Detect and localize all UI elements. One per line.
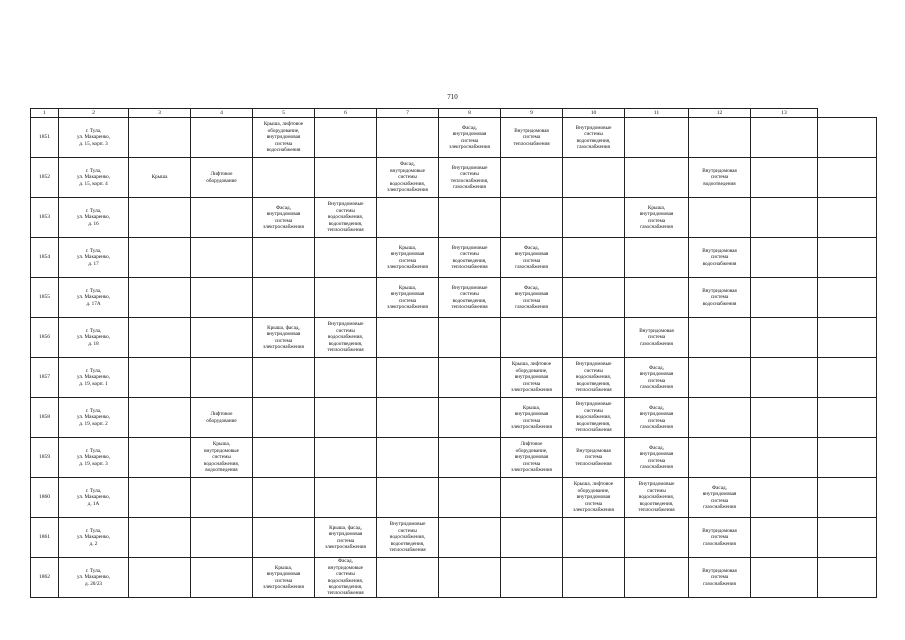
address-cell: г. Тула, ул. Макаренко, д. 19, корп. 1 bbox=[59, 358, 129, 398]
column-header: 7 bbox=[377, 109, 439, 118]
header-row bbox=[31, 109, 877, 118]
work-cell bbox=[253, 518, 315, 558]
work-cell bbox=[253, 278, 315, 318]
work-cell bbox=[315, 438, 377, 478]
work-cell bbox=[253, 158, 315, 198]
work-cell bbox=[129, 478, 191, 518]
work-cell bbox=[377, 558, 439, 598]
work-cell bbox=[818, 238, 877, 278]
row-number: 1854 bbox=[31, 238, 59, 278]
table-row bbox=[31, 278, 877, 318]
work-cell: Крыша, лифтовое оборудование, внутридомовая система электроснабжения bbox=[563, 478, 625, 518]
work-cell: Внутридомовые системы водоотведения, газоснабжения bbox=[563, 118, 625, 158]
work-cell bbox=[818, 158, 877, 198]
work-cell bbox=[129, 358, 191, 398]
work-cell bbox=[377, 438, 439, 478]
work-cell bbox=[129, 558, 191, 598]
work-cell bbox=[377, 198, 439, 238]
table-row bbox=[31, 118, 877, 158]
work-cell bbox=[751, 358, 818, 398]
work-cell: Внутридомовая система газоснабжения bbox=[689, 518, 751, 558]
work-cell bbox=[625, 558, 689, 598]
work-cell bbox=[315, 478, 377, 518]
work-cell bbox=[751, 478, 818, 518]
work-cell bbox=[129, 398, 191, 438]
work-cell bbox=[253, 358, 315, 398]
work-cell bbox=[253, 398, 315, 438]
work-cell bbox=[818, 438, 877, 478]
column-header: 5 bbox=[253, 109, 315, 118]
work-cell bbox=[689, 398, 751, 438]
work-cell bbox=[439, 358, 501, 398]
work-cell: Фасад, внутридомовая система газоснабжения bbox=[689, 478, 751, 518]
work-cell bbox=[563, 198, 625, 238]
work-cell bbox=[751, 158, 818, 198]
work-cell bbox=[751, 118, 818, 158]
work-cell bbox=[501, 518, 563, 558]
work-cell bbox=[563, 518, 625, 558]
row-number: 1852 bbox=[31, 158, 59, 198]
work-cell bbox=[625, 238, 689, 278]
work-cell bbox=[818, 478, 877, 518]
work-cell bbox=[191, 318, 253, 358]
work-cell: Крыша, внутридомовая система газоснабжения bbox=[625, 198, 689, 238]
work-cell: Крыша, внутридомовые системы водоснабжения, водоотведения bbox=[191, 438, 253, 478]
work-cell: Внутридомовая система теплоснабжения bbox=[563, 438, 625, 478]
address-cell: г. Тула, ул. Макаренко, д. 19, корп. 3 bbox=[59, 438, 129, 478]
work-cell bbox=[818, 318, 877, 358]
work-cell bbox=[501, 318, 563, 358]
work-cell bbox=[377, 118, 439, 158]
work-cell: Фасад, внутридомовая система газоснабжения bbox=[625, 358, 689, 398]
work-cell bbox=[689, 118, 751, 158]
work-cell: Лифтовое оборудование bbox=[191, 398, 253, 438]
work-cell: Крыша, лифтовое оборудование, внутридомовая система электроснабжения bbox=[501, 358, 563, 398]
work-cell: Фасад, внутридомовая система газоснабжения bbox=[625, 438, 689, 478]
table-row bbox=[31, 358, 877, 398]
work-cell bbox=[439, 398, 501, 438]
work-cell bbox=[818, 358, 877, 398]
work-cell: Внутридомовые системы водоснабжения, водоотведения, теплоснабжения bbox=[563, 398, 625, 438]
work-cell bbox=[818, 118, 877, 158]
work-cell bbox=[751, 518, 818, 558]
work-cell bbox=[751, 398, 818, 438]
work-cell: Внутридомовые системы водоснабжения, водоотведения, теплоснабжения bbox=[377, 518, 439, 558]
work-cell bbox=[315, 238, 377, 278]
work-cell bbox=[377, 358, 439, 398]
address-cell: г. Тула, ул. Макаренко, д. 2 bbox=[59, 518, 129, 558]
column-header: 3 bbox=[129, 109, 191, 118]
row-number: 1855 bbox=[31, 278, 59, 318]
work-cell: Внутридомовая система водоснабжения bbox=[689, 238, 751, 278]
work-cell bbox=[625, 518, 689, 558]
work-cell bbox=[191, 198, 253, 238]
table-row bbox=[31, 438, 877, 478]
address-cell: г. Тула, ул. Макаренко, д. 1А bbox=[59, 478, 129, 518]
table-row bbox=[31, 518, 877, 558]
table-row bbox=[31, 478, 877, 518]
work-cell bbox=[439, 558, 501, 598]
work-cell: Лифтовое оборудование bbox=[191, 158, 253, 198]
work-cell bbox=[501, 478, 563, 518]
work-cell bbox=[129, 198, 191, 238]
work-cell bbox=[191, 238, 253, 278]
address-cell: г. Тула, ул. Макаренко, д. 16 bbox=[59, 198, 129, 238]
work-cell bbox=[377, 478, 439, 518]
address-cell: г. Тула, ул. Макаренко, д. 18 bbox=[59, 318, 129, 358]
work-cell: Крыша, внутридомовая система электроснабжения bbox=[253, 558, 315, 598]
column-header: 12 bbox=[689, 109, 751, 118]
work-cell bbox=[129, 318, 191, 358]
work-cell: Внутридомовые системы водоснабжения, водоотведения, теплоснабжения bbox=[315, 318, 377, 358]
work-cell bbox=[501, 558, 563, 598]
work-cell bbox=[253, 438, 315, 478]
work-cell bbox=[818, 518, 877, 558]
work-cell bbox=[191, 558, 253, 598]
column-header: 6 bbox=[315, 109, 377, 118]
work-cell: Фасад, внутридомовая система электроснабжения bbox=[439, 118, 501, 158]
work-cell bbox=[625, 158, 689, 198]
work-cell bbox=[751, 278, 818, 318]
column-header: 4 bbox=[191, 109, 253, 118]
work-cell: Крыша, внутридомовая система электроснабжения bbox=[501, 398, 563, 438]
column-header: 10 bbox=[563, 109, 625, 118]
work-cell bbox=[129, 518, 191, 558]
work-cell bbox=[191, 478, 253, 518]
work-cell bbox=[315, 398, 377, 438]
work-cell: Фасад, внутридомовая система газоснабжения bbox=[625, 398, 689, 438]
table-row bbox=[31, 558, 877, 598]
work-cell: Крыша, внутридомовая система электроснабжения bbox=[377, 278, 439, 318]
work-cell bbox=[315, 158, 377, 198]
table-body bbox=[31, 118, 877, 598]
work-cell bbox=[818, 278, 877, 318]
work-cell: Крыша bbox=[129, 158, 191, 198]
work-cell bbox=[439, 518, 501, 558]
work-cell: Внутридомовая система газоснабжения bbox=[689, 558, 751, 598]
work-cell bbox=[129, 278, 191, 318]
work-cell: Крыша, лифтовое оборудование, внутридомовая система водоснабжения bbox=[253, 118, 315, 158]
work-cell bbox=[751, 238, 818, 278]
table-row bbox=[31, 238, 877, 278]
work-cell: Фасад, внутридомовая система газоснабжения bbox=[501, 278, 563, 318]
address-cell: г. Тула, ул. Макаренко, д. 15, корп. 3 bbox=[59, 118, 129, 158]
table-row bbox=[31, 318, 877, 358]
work-cell bbox=[191, 518, 253, 558]
work-cell bbox=[439, 198, 501, 238]
work-cell bbox=[315, 358, 377, 398]
work-cell bbox=[689, 318, 751, 358]
work-cell: Внутридомовая система теплоснабжения bbox=[501, 118, 563, 158]
work-cell: Крыша, фасад, внутридомовая система электроснабжения bbox=[315, 518, 377, 558]
work-cell: Внутридомовые системы водоотведения, теплоснабжения bbox=[439, 278, 501, 318]
work-cell bbox=[253, 478, 315, 518]
table-row bbox=[31, 198, 877, 238]
work-cell: Фасад, внутридомовые системы водоснабжения, электроснабжения bbox=[377, 158, 439, 198]
work-cell bbox=[563, 558, 625, 598]
work-cell bbox=[563, 158, 625, 198]
row-number: 1860 bbox=[31, 478, 59, 518]
row-number: 1861 bbox=[31, 518, 59, 558]
work-cell bbox=[689, 358, 751, 398]
work-cell: Внутридомовые системы теплоснабжения, газоснабжения bbox=[439, 158, 501, 198]
row-number: 1853 bbox=[31, 198, 59, 238]
work-cell bbox=[689, 198, 751, 238]
work-cell bbox=[377, 398, 439, 438]
work-cell bbox=[315, 118, 377, 158]
address-cell: г. Тула, ул. Макаренко, д. 19, корп. 2 bbox=[59, 398, 129, 438]
column-header: 2 bbox=[59, 109, 129, 118]
work-cell: Внутридомовая система водоснабжения bbox=[689, 278, 751, 318]
address-cell: г. Тула, ул. Макаренко, д. 17А bbox=[59, 278, 129, 318]
work-cell: Внутридомовые системы водоотведения, теплоснабжения bbox=[439, 238, 501, 278]
table-row bbox=[31, 398, 877, 438]
work-cell: Внутридомовые системы водоснабжения, водоотведения, теплоснабжения bbox=[625, 478, 689, 518]
column-header: 11 bbox=[625, 109, 689, 118]
work-cell: Внутридомовые системы водоснабжения, водоотведения, теплоснабжения bbox=[563, 358, 625, 398]
work-cell bbox=[751, 438, 818, 478]
table-row bbox=[31, 158, 877, 198]
work-cell bbox=[439, 318, 501, 358]
work-cell bbox=[625, 118, 689, 158]
work-cell bbox=[129, 438, 191, 478]
column-header: 13 bbox=[751, 109, 818, 118]
repair-schedule-table bbox=[30, 108, 877, 598]
address-cell: г. Тула, ул. Макаренко, д. 20/23 bbox=[59, 558, 129, 598]
work-cell bbox=[377, 318, 439, 358]
work-cell bbox=[439, 478, 501, 518]
work-cell bbox=[501, 198, 563, 238]
work-cell bbox=[751, 558, 818, 598]
row-number: 1858 bbox=[31, 398, 59, 438]
work-cell bbox=[191, 118, 253, 158]
work-cell bbox=[191, 278, 253, 318]
work-cell bbox=[625, 278, 689, 318]
work-cell: Крыша, фасад, внутридомовая система электроснабжения bbox=[253, 318, 315, 358]
work-cell bbox=[191, 358, 253, 398]
work-cell: Внутридомовая система водоотведения bbox=[689, 158, 751, 198]
address-cell: г. Тула, ул. Макаренко, д. 17 bbox=[59, 238, 129, 278]
work-cell bbox=[751, 198, 818, 238]
row-number: 1862 bbox=[31, 558, 59, 598]
work-cell bbox=[751, 318, 818, 358]
row-number: 1851 bbox=[31, 118, 59, 158]
work-cell: Внутридомовые системы водоснабжения, водоотведения, теплоснабжения bbox=[315, 198, 377, 238]
row-number: 1857 bbox=[31, 358, 59, 398]
work-cell bbox=[439, 438, 501, 478]
work-cell: Лифтовое оборудование, внутридомовая система электроснабжения bbox=[501, 438, 563, 478]
column-header: 9 bbox=[501, 109, 563, 118]
row-number: 1859 bbox=[31, 438, 59, 478]
work-cell bbox=[501, 158, 563, 198]
row-number: 1856 bbox=[31, 318, 59, 358]
column-header: 8 bbox=[439, 109, 501, 118]
work-cell: Крыша, внутридомовая система электроснабжения bbox=[377, 238, 439, 278]
work-cell bbox=[129, 118, 191, 158]
work-cell bbox=[818, 398, 877, 438]
work-cell bbox=[253, 238, 315, 278]
column-header: 1 bbox=[31, 109, 59, 118]
work-cell bbox=[563, 318, 625, 358]
page-number: 710 bbox=[447, 93, 458, 101]
work-cell bbox=[563, 278, 625, 318]
work-cell bbox=[818, 558, 877, 598]
work-cell: Внутридомовая система газоснабжения bbox=[625, 318, 689, 358]
work-cell: Фасад, внутридомовая система электроснабжения bbox=[253, 198, 315, 238]
work-cell bbox=[563, 238, 625, 278]
work-cell bbox=[315, 278, 377, 318]
work-cell: Фасад, внутридомовая система газоснабжения bbox=[501, 238, 563, 278]
work-cell: Фасад, внутридомовые системы водоснабжения, водоотведения, теплоснабжения bbox=[315, 558, 377, 598]
work-cell bbox=[818, 198, 877, 238]
work-cell bbox=[689, 438, 751, 478]
address-cell: г. Тула, ул. Макаренко, д. 15, корп. 4 bbox=[59, 158, 129, 198]
work-cell bbox=[129, 238, 191, 278]
